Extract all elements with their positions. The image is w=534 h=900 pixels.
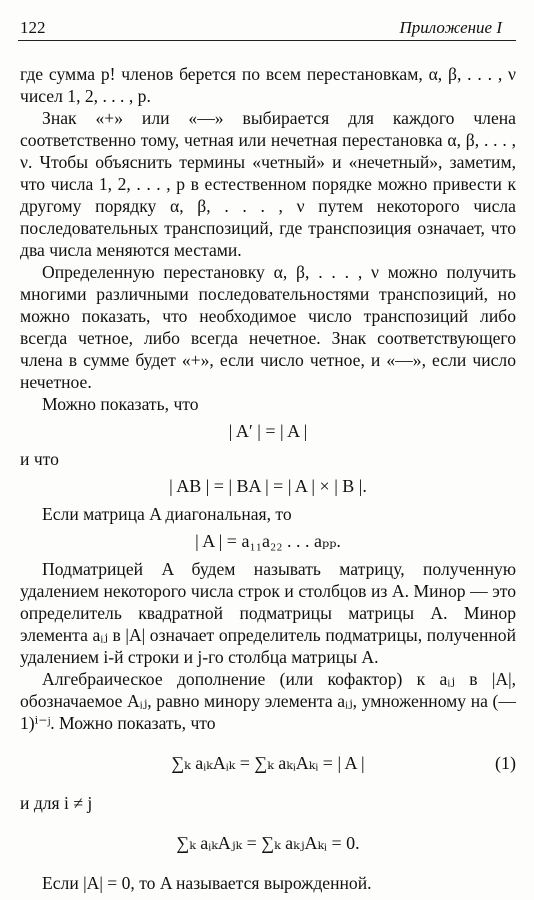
formula-alien-cofactors: ∑ₖ aᵢₖAⱼₖ = ∑ₖ aₖⱼAₖᵢ = 0. — [176, 833, 360, 853]
formula-transpose-determinant: | A′ | = | A | — [228, 421, 308, 441]
page-body — [20, 63, 516, 894]
paragraph-can-show: Можно показать, что — [42, 394, 199, 414]
page-number: 122 — [20, 18, 46, 37]
paragraph-diagonal-matrix: Если матрица A диагональная, то — [42, 504, 292, 524]
paragraph-permutations-sum: где сумма p! членов берется по всем перестановкам, α, β, . . . , ν чисел 1, 2, . . . , p. — [20, 64, 516, 106]
paragraph-cofactor: Алгебраическое дополнение (или кофактор) к aᵢⱼ в |A|, обозначаемое Aᵢⱼ, равно минору элемента aᵢⱼ, умноженному на (—1)ⁱ⁻ʲ. Можно показать, что — [20, 669, 516, 733]
formula-diagonal-determinant: | A | = a₁₁a₂₂ . . . aₚₚ. — [195, 531, 341, 551]
paragraph-sign-rule: Знак «+» или «—» выбирается для каждого члена соответственно тому, четная или нечетная перестановка α, β, . . . , ν. Чтобы объяснить термины «четный» и «нечетный», заметим, что числа 1, 2, . . . , p в естественном порядке можно привести к другому порядку α, β, . . . , ν путем некоторого числа последовательных транспозиций, где транспозиция означает, что два числа меняются местами. — [20, 108, 516, 260]
formula-cofactor-expansion-text: ∑ₖ aᵢₖAᵢₖ = ∑ₖ aₖᵢAₖᵢ = | A | — [171, 753, 365, 773]
formula-cofactor-expansion — [20, 734, 516, 792]
paragraph-singular-matrix: Если |A| = 0, то A называется вырожденной. — [42, 873, 372, 893]
formula-product-determinant: | AB | = | BA | = | A | × | B |. — [169, 476, 367, 496]
page-header — [18, 18, 516, 41]
paragraph-i-not-j: и для i ≠ j — [20, 793, 93, 813]
running-title: Приложение I — [399, 18, 502, 37]
paragraph-and-that: и что — [20, 449, 59, 469]
paragraph-transpositions: Определенную перестановку α, β, . . . , ν можно получить многими различными последовательностями транспозиций, но можно показать, что необходимое число транспозиций либо всегда четное, либо всегда нечетное. Знак соответствующего члена в сумме будет «+», если число четное, и «—», если число нечетное. — [20, 262, 516, 392]
equation-number: (1) — [495, 753, 516, 773]
paragraph-submatrix-minor: Подматрицей A будем называть матрицу, полученную удалением некоторого числа строк и столбцов из A. Минор — это определитель квадратной подматрицы матрицы A. Минор элемента aᵢⱼ в |A| означает определитель подматрицы, полученной удалением i-й строки и j-го столбца матрицы A. — [20, 559, 516, 667]
